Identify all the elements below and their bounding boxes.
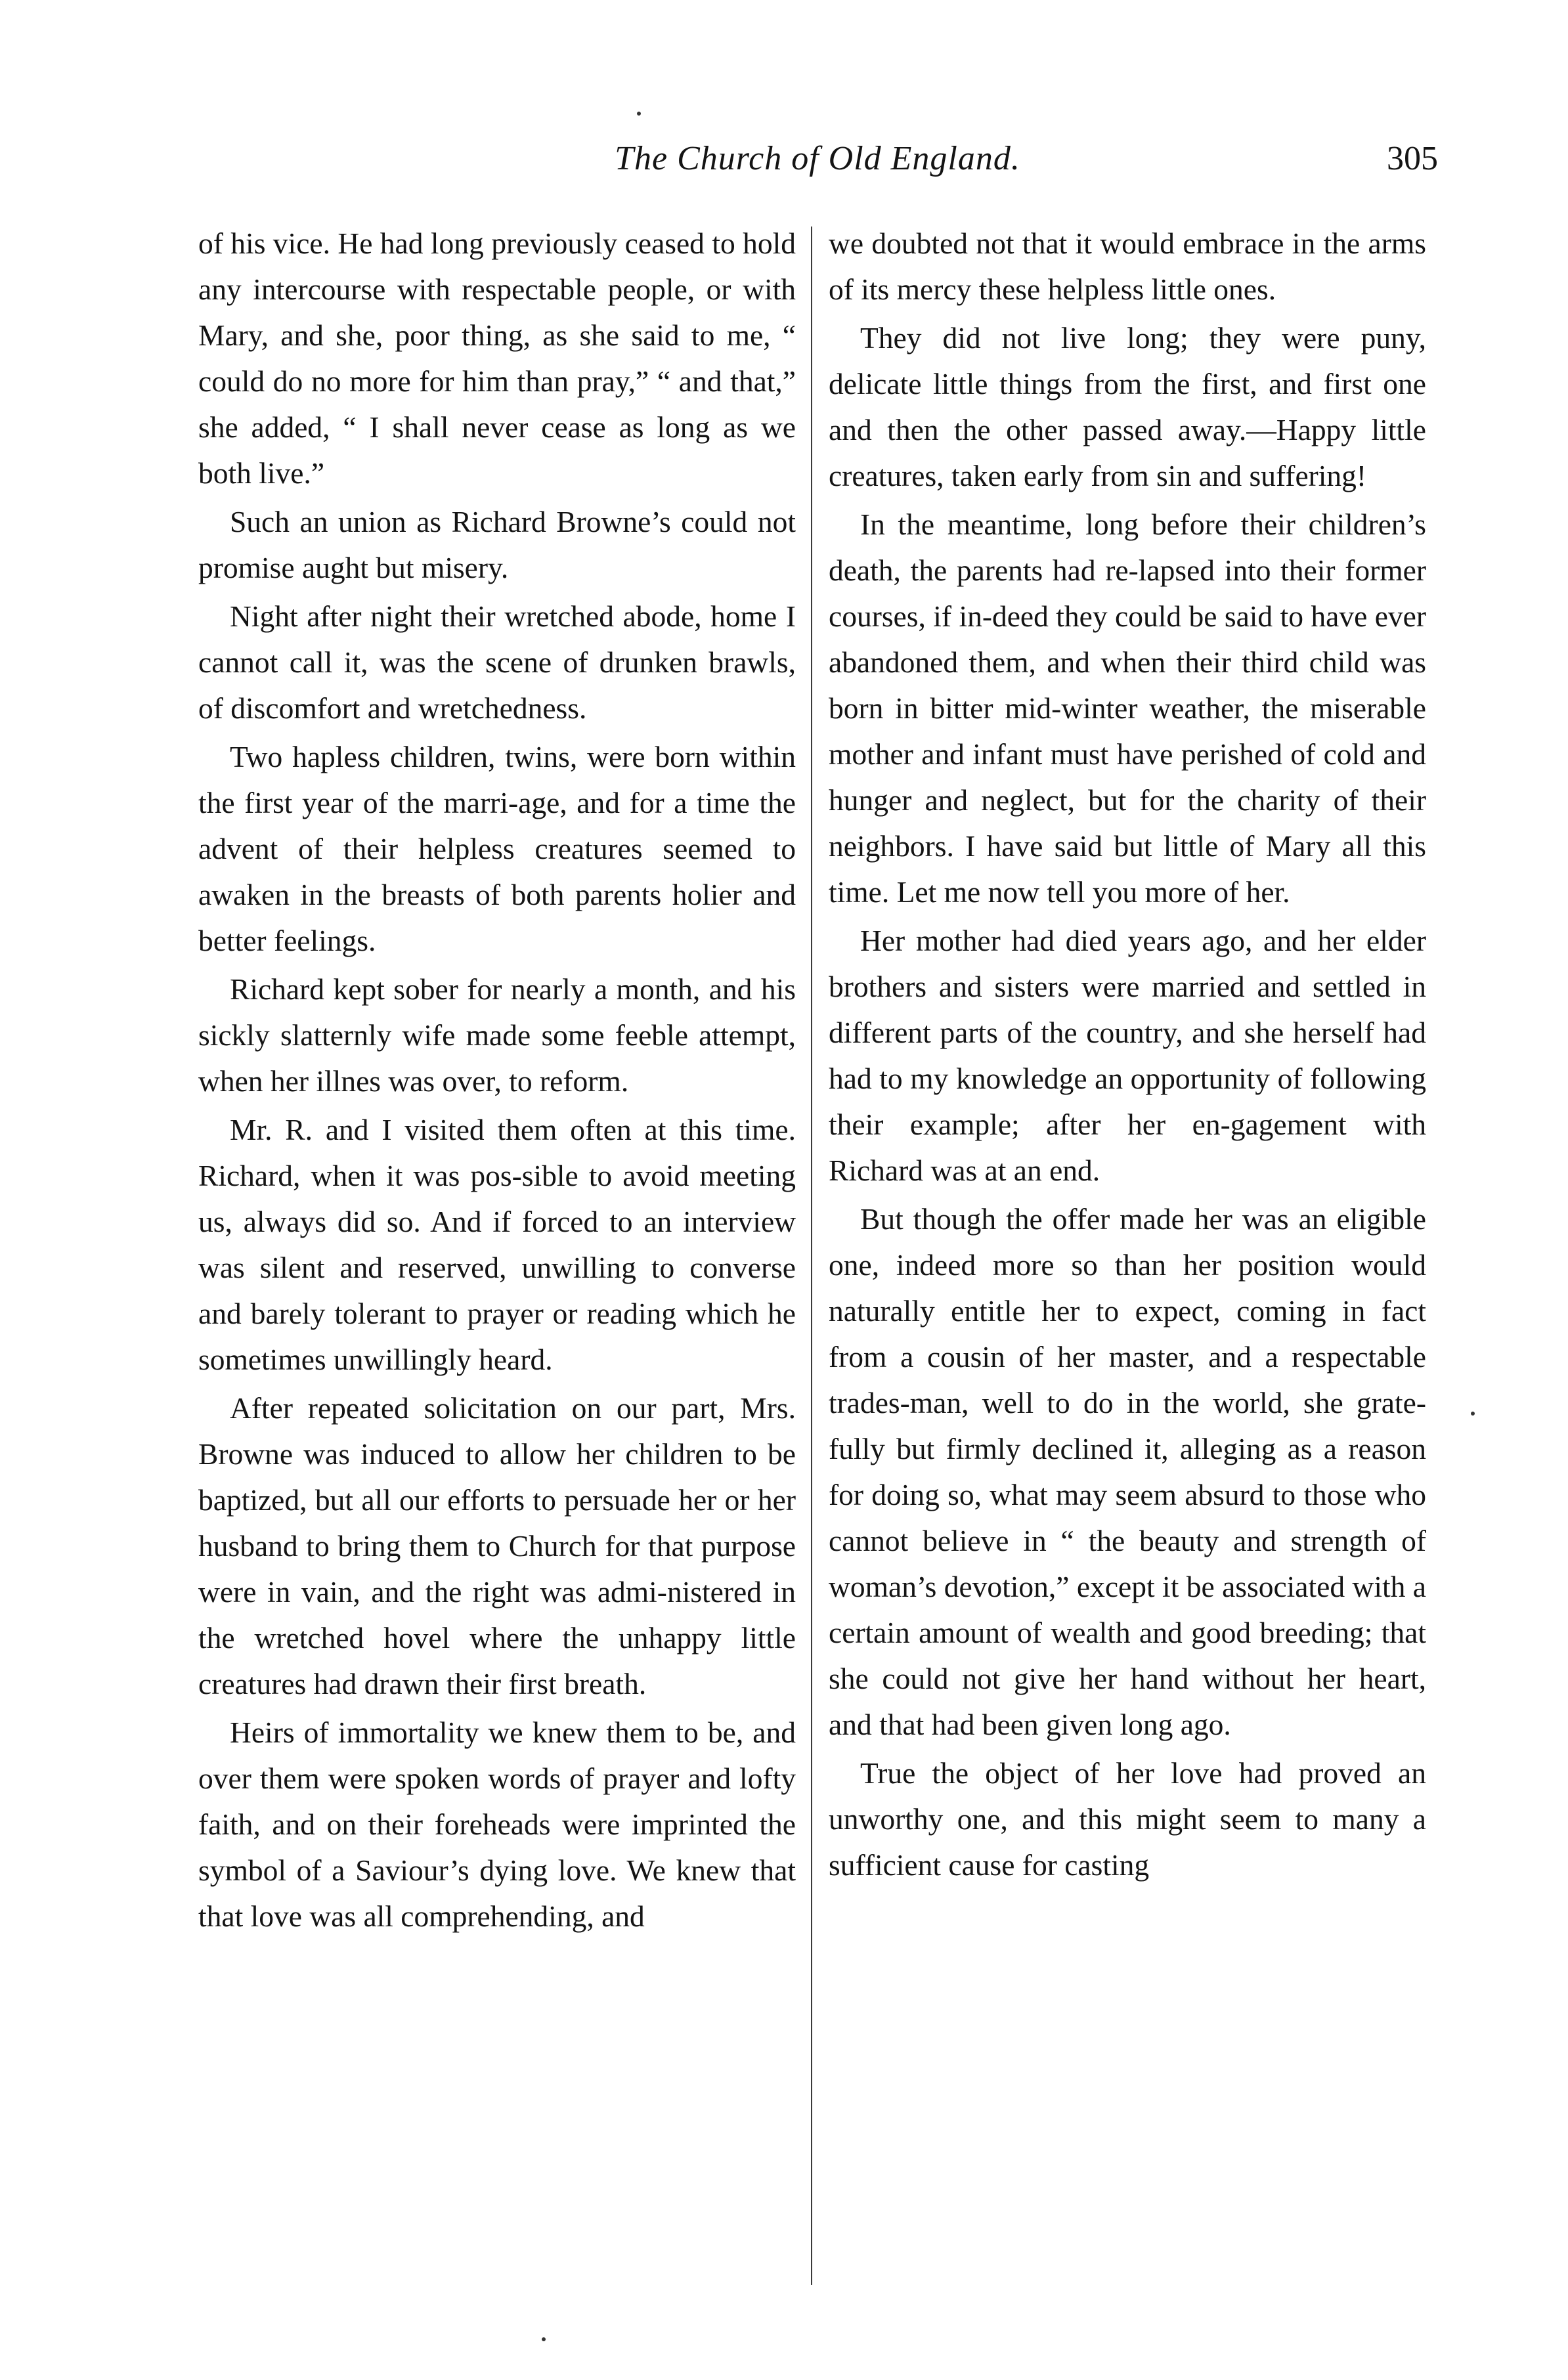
page-title: The Church of Old England.: [615, 140, 1020, 177]
paragraph: Such an union as Richard Browne’s could not promise aught but misery.: [198, 505, 796, 584]
paragraph: After repeated solicitation on our part, Mrs. Browne was induced to allow her children to be baptized, but all our efforts to persuade her or her husband to bring them to Church for that purpose were in vain, and the right was admi-nistered in the wretched hovel where the unhappy little creatures had drawn their first breath.: [198, 1391, 796, 1700]
paragraph: But though the offer made her was an eligible one, indeed more so than her position would naturally entitle her to expect, coming in fact from a cousin of her master, and a respectable trades-man, well to do in the world, she grate-fully but firmly declined it, alleging as a reason for doing so, what may seem absurd to those who cannot believe in “ the beauty and strength of woman’s devotion,” except it be associated with a certain amount of wealth and good breeding; that she could not give her hand without her heart, and that had been given long ago.: [829, 1202, 1426, 1741]
paragraph: Her mother had died years ago, and her elder brothers and sisters were married and settled in different parts of the country, and she herself had had to my knowledge an opportunity of following their example; after her en-gagement with Richard was at an end.: [829, 924, 1426, 1187]
paragraph: Two hapless children, twins, were born within the first year of the marri-age, and for a time the advent of their helpless creatures seemed to awaken in the breasts of both parents holier and better feelings.: [198, 740, 796, 957]
running-header: [197, 139, 1438, 192]
right-column: [829, 221, 1426, 1891]
paragraph: we doubted not that it would embrace in the arms of its mercy these helpless little ones.: [829, 227, 1426, 306]
paragraph: Mr. R. and I visited them often at this time. Richard, when it was pos-sible to avoid meeting us, always did so. And if forced to an interview was silent and reserved, unwilling to converse and barely tolerant to prayer or reading which he sometimes unwillingly heard.: [198, 1113, 796, 1376]
left-column: [198, 221, 796, 1942]
paragraph: of his vice. He had long previously ceased to hold any intercourse with respectable people, or with Mary, and she, poor thing, as she said to me, “ could do no more for him than pray,” “ and that,” she added, “ I shall never cease as long as we both live.”: [198, 227, 796, 490]
paragraph: Night after night their wretched abode, home I cannot call it, was the scene of drunken brawls, of discomfort and wretchedness.: [198, 599, 796, 725]
print-speck: [542, 2337, 546, 2341]
paragraph: They did not live long; they were puny, delicate little things from the first, and first one and then the other passed away.—Happy little creatures, taken early from sin and suffering!: [829, 321, 1426, 492]
paragraph: Heirs of immortality we knew them to be, and over them were spoken words of prayer and lofty faith, and on their foreheads were imprinted the symbol of a Saviour’s dying love. We knew that that love was all comprehending, and: [198, 1716, 796, 1933]
print-speck: [637, 112, 641, 116]
paragraph: True the object of her love had proved an unworthy one, and this might seem to many a sufficient cause for casting: [829, 1756, 1426, 1882]
paragraph: Richard kept sober for nearly a month, and his sickly slatternly wife made some feeble attempt, when her illnes was over, to reform.: [198, 972, 796, 1098]
print-speck: [1471, 1412, 1475, 1416]
page-number: 305: [1387, 140, 1438, 177]
column-divider: [811, 227, 812, 2285]
paragraph: In the meantime, long before their children’s death, the parents had re-lapsed into their former courses, if in-deed they could be said to have ever abandoned them, and when their third child was born in bitter mid-winter weather, the miserable mother and infant must have perished of cold and hunger and neglect, but for the charity of their neighbors. I have said but little of Mary all this time. Let me now tell you more of her.: [829, 508, 1426, 909]
